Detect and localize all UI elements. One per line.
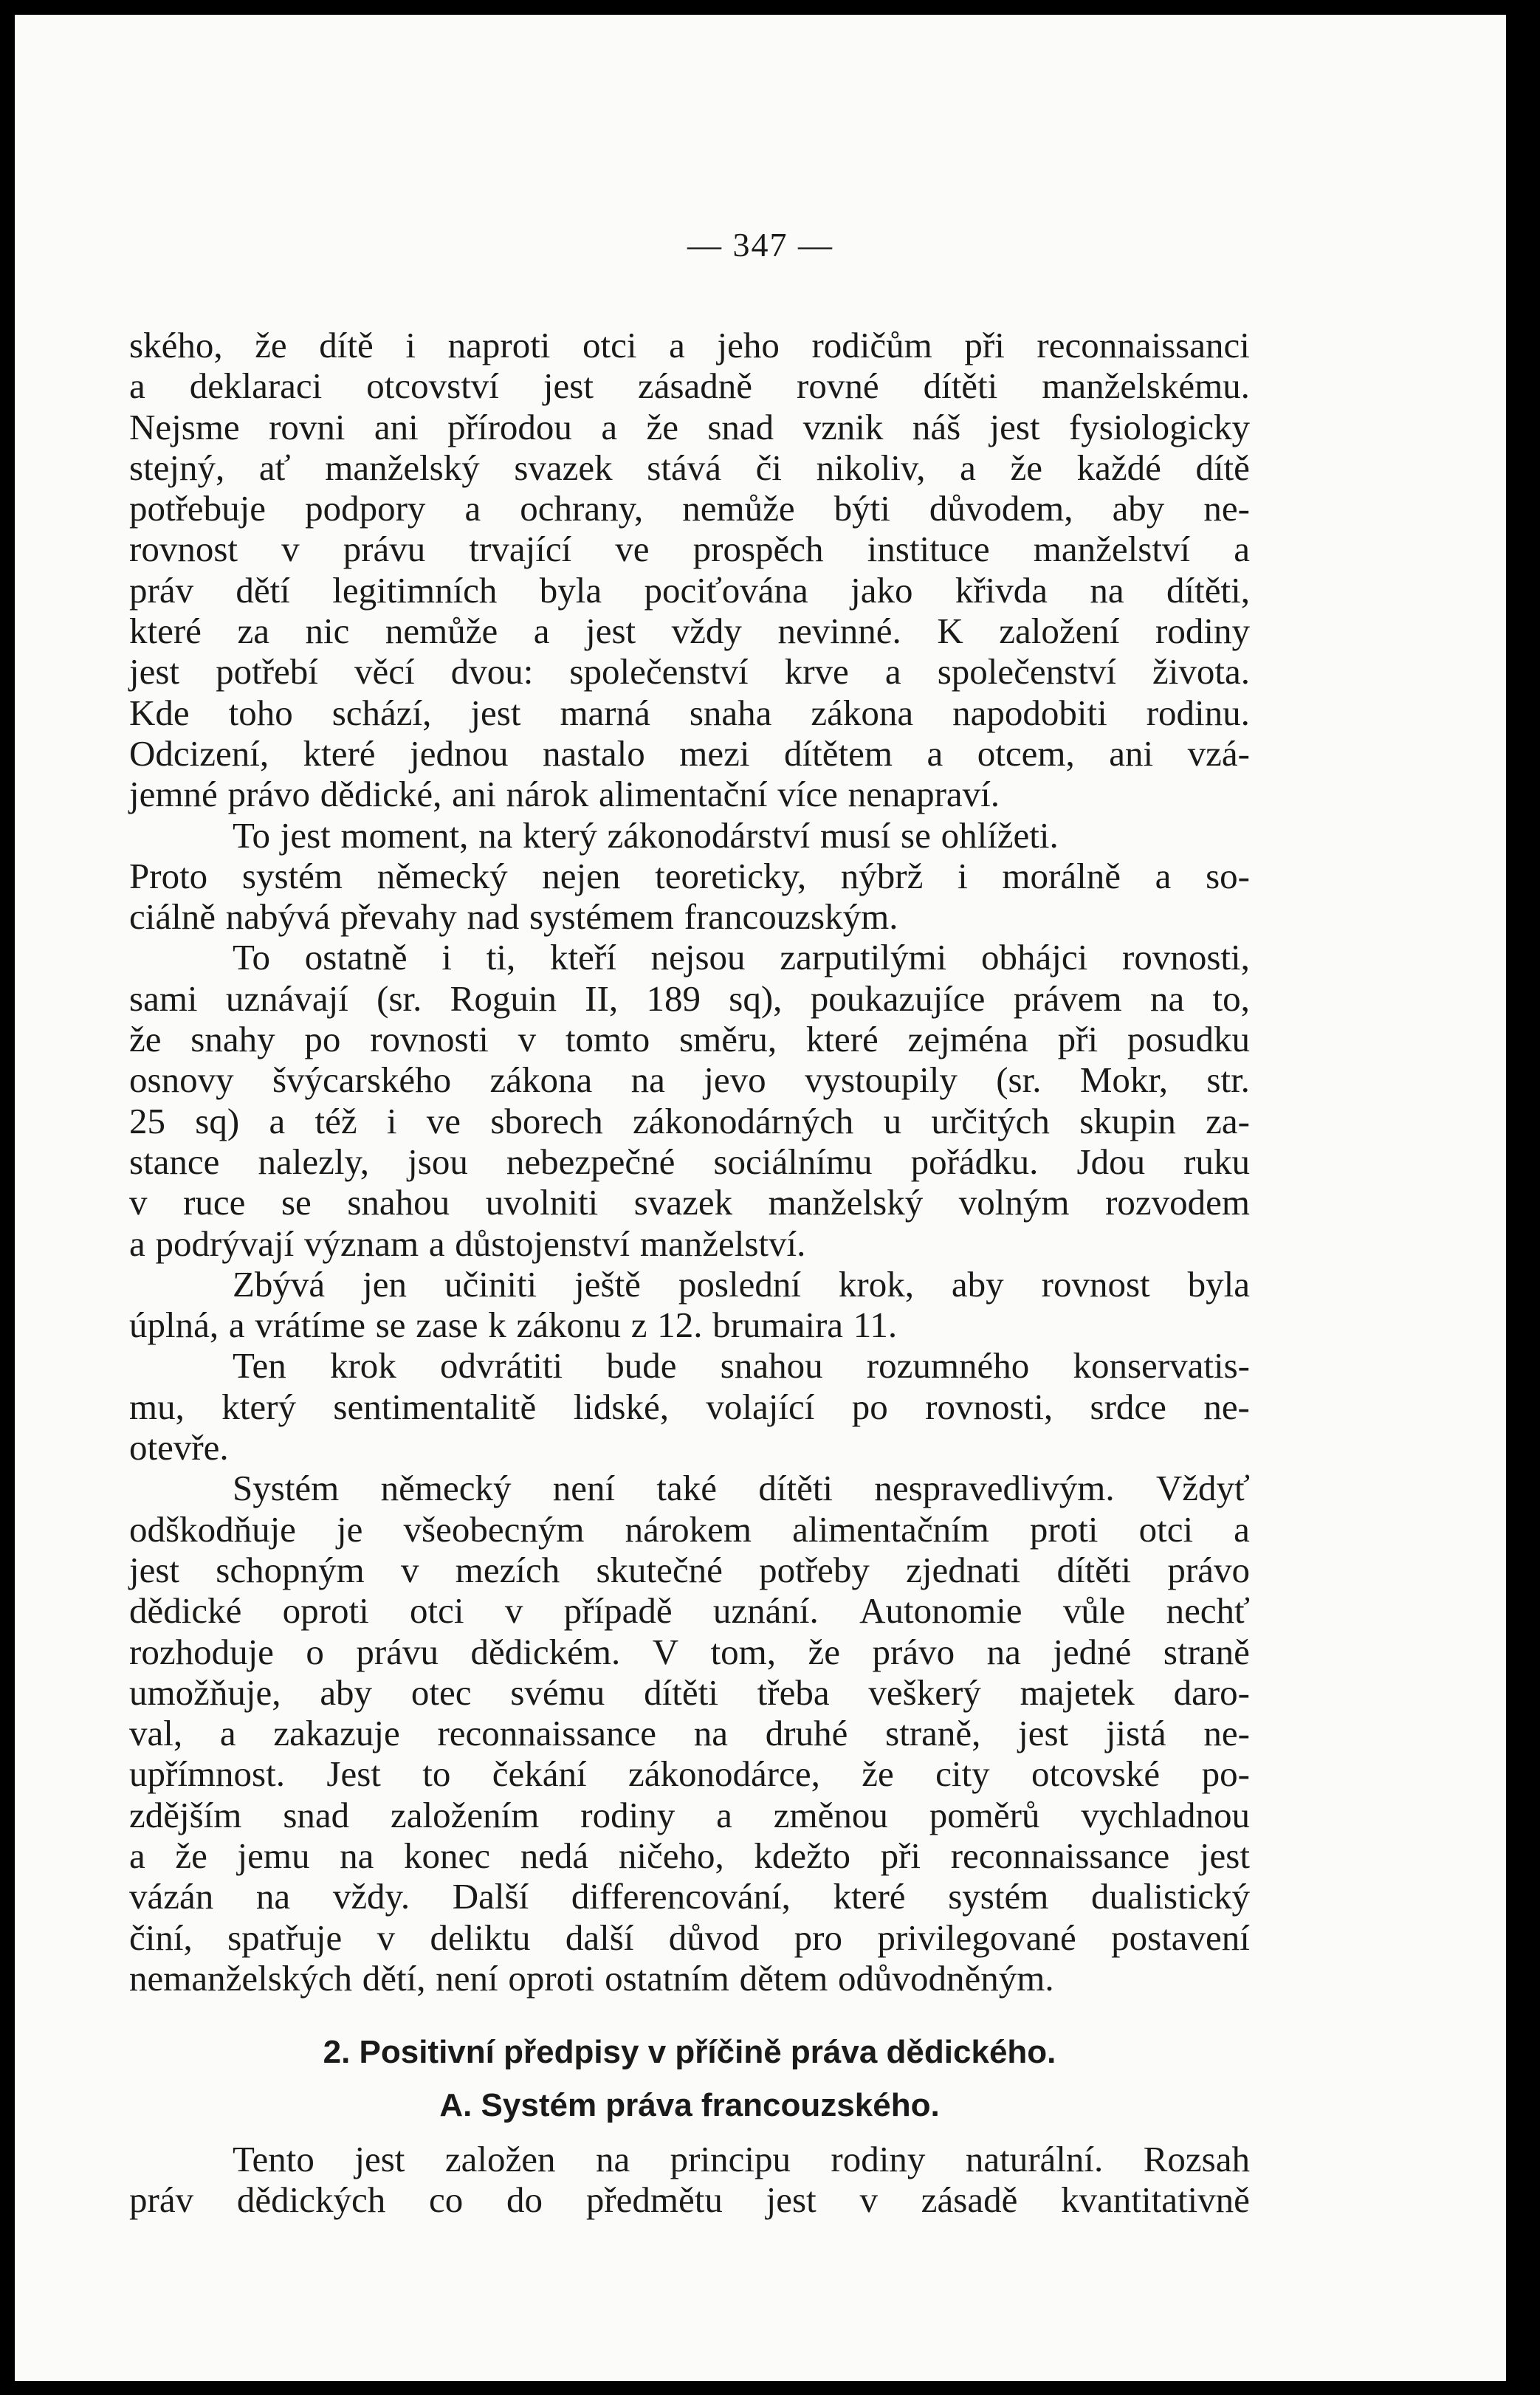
text-line: Systém německý není také dítěti nespravedlivým. Vždyť [233, 1468, 1250, 1509]
text-line: osnovy švýcarského zákona na jevo vystoupily (sr. Mokr, str. [129, 1059, 1250, 1101]
text-line: práv dědických co do předmětu jest v zásadě kvantitativně [129, 2179, 1250, 2221]
text-line: a že jemu na konec nedá ničeho, kdežto při reconnaissance jest [129, 1835, 1250, 1876]
text-line: otevře. [129, 1427, 229, 1468]
text-line: a deklaraci otcovství jest zásadně rovné dítěti manželskému. [129, 365, 1250, 407]
text-line: úplná, a vrátíme se zase k zákonu z 12. brumaira 11. [129, 1305, 898, 1346]
text-line: že snahy po rovnosti v tomto směru, které zejména při posudku [129, 1019, 1250, 1060]
text-line: Tento jest založen na principu rodiny naturální. Rozsah [233, 2139, 1250, 2179]
text-line: potřebuje podpory a ochrany, nemůže býti důvodem, aby ne- [129, 488, 1250, 529]
book-page [15, 15, 1506, 2381]
text-line: nemanželských dětí, není oproti ostatním dětem odůvodněným. [129, 1957, 1054, 1999]
text-line: činí, spatřuje v deliktu další důvod pro privilegované postavení [129, 1917, 1250, 1958]
text-line: mu, který sentimentalitě lidské, volající po rovnosti, srdce ne- [129, 1386, 1250, 1427]
text-line: Nejsme rovni ani přírodou a že snad vznik náš jest fysiologicky [129, 406, 1250, 447]
text-line: upřímnost. Jest to čekání zákonodárce, že city otcovské po- [129, 1753, 1250, 1795]
text-line: To ostatně i ti, kteří nejsou zarputilými obhájci rovnosti, [233, 937, 1250, 978]
text-line: odškodňuje je všeobecným nárokem alimentačním proti otci a [129, 1508, 1250, 1550]
text-line: Odcizení, které jednou nastalo mezi dítětem a otcem, ani vzá- [129, 732, 1250, 774]
text-line: Kde toho schází, jest marná snaha zákona napodobiti rodinu. [129, 692, 1250, 733]
section-heading-positive-rules: 2. Positivní předpisy v příčině práva dědického. [323, 2034, 1056, 2070]
text-line: ciálně nabývá převahy nad systémem francouzským. [129, 896, 898, 938]
text-line: rozhoduje o právu dědickém. V tom, že právo na jedné straně [129, 1631, 1250, 1672]
text-line: jest schopným v mezích skutečné potřeby zjednati dítěti právo [129, 1549, 1250, 1590]
text-line: stance nalezly, jsou nebezpečné sociálnímu pořádku. Jdou ruku [129, 1141, 1250, 1182]
body-text-continued [129, 2139, 1250, 2221]
text-line: vázán na vždy. Další differencování, které systém dualistický [129, 1876, 1250, 1917]
text-line: Ten krok odvrátiti bude snahou rozumného konservatis- [233, 1345, 1250, 1387]
page-number: — 347 — [687, 226, 833, 264]
text-line: a podrývají význam a důstojenství manželství. [129, 1223, 806, 1264]
subsection-heading-french-system: A. Systém práva francouzského. [439, 2087, 940, 2123]
text-line: práv dětí legitimních byla pociťována jako křivda na dítěti, [129, 569, 1250, 611]
text-line: v ruce se snahou uvolniti svazek manželský volným rozvodem [129, 1182, 1250, 1223]
text-line: Proto systém německý nejen teoreticky, nýbrž i morálně a so- [129, 855, 1250, 896]
text-line: umožňuje, aby otec svému dítěti třeba veškerý majetek daro- [129, 1671, 1250, 1713]
text-line: Zbývá jen učiniti ještě poslední krok, aby rovnost byla [233, 1263, 1250, 1305]
text-line: sami uznávají (sr. Roguin II, 189 sq), poukazujíce právem na to, [129, 977, 1250, 1019]
text-line: zdějším snad založením rodiny a změnou poměrů vychladnou [129, 1794, 1250, 1835]
text-line: stejný, ať manželský svazek stává či nikoliv, a že každé dítě [129, 447, 1250, 488]
text-line: To jest moment, na který zákonodárství musí se ohlížeti. [233, 814, 1059, 856]
text-line: 25 sq) a též i ve sborech zákonodárných u určitých skupin za- [129, 1100, 1250, 1141]
text-line: ského, že dítě i naproti otci a jeho rodičům při reconnaissanci [129, 325, 1250, 365]
text-line: které za nic nemůže a jest vždy nevinné. K založení rodiny [129, 611, 1250, 652]
text-line: dědické oproti otci v případě uznání. Autonomie vůle nechť [129, 1590, 1250, 1632]
body-text [129, 325, 1250, 1999]
text-line: jest potřebí věcí dvou: společenství krve a společenství života. [129, 651, 1250, 693]
text-line: rovnost v právu trvající ve prospěch instituce manželství a [129, 529, 1250, 570]
text-line: val, a zakazuje reconnaissance na druhé straně, jest jistá ne- [129, 1713, 1250, 1754]
text-line: jemné právo dědické, ani nárok alimentační více nenapraví. [129, 774, 1000, 815]
